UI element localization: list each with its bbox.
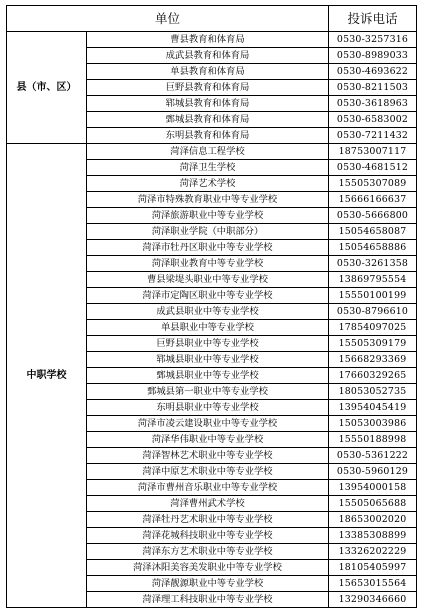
complaint-phone: 15505065688 (329, 496, 417, 512)
unit-name: 菏泽花城科技职业中等专业学校 (87, 528, 329, 544)
category-cell (7, 240, 87, 256)
table-row (7, 112, 417, 128)
header-unit: 单位 (7, 6, 329, 32)
complaint-phone: 13326202229 (329, 544, 417, 560)
unit-name: 郓城县职业中等专业学校 (87, 352, 329, 368)
complaint-phone: 17854097025 (329, 320, 417, 336)
table-row (7, 208, 417, 224)
complaint-phone: 13954045419 (329, 400, 417, 416)
table-body (7, 32, 417, 608)
unit-name: 郓城县教育和体育局 (87, 96, 329, 112)
unit-name: 菏泽沐阳美容美发职业中等专业学校 (87, 560, 329, 576)
table-row (7, 160, 417, 176)
unit-name: 成武县职业中等专业学校 (87, 304, 329, 320)
complaint-phone: 13290346660 (329, 592, 417, 608)
table-row (7, 528, 417, 544)
complaint-phone: 15550100199 (329, 288, 417, 304)
unit-name: 鄄城县第一职业中等专业学校 (87, 384, 329, 400)
complaint-phone: 0530-8796610 (329, 304, 417, 320)
table-row (7, 320, 417, 336)
complaint-phone: 0530-7211432 (329, 128, 417, 144)
table-row (7, 32, 417, 48)
unit-name: 菏泽牡丹艺术职业中等专业学校 (87, 512, 329, 528)
category-cell (7, 592, 87, 608)
complaint-phone: 0530-3257316 (329, 32, 417, 48)
category-cell (7, 64, 87, 80)
table-row (7, 592, 417, 608)
category-cell (7, 112, 87, 128)
unit-name: 曹县教育和体育局 (87, 32, 329, 48)
table-row (7, 352, 417, 368)
unit-name: 菏泽市凌云建设职业中等专业学校 (87, 416, 329, 432)
category-label: 中职学校 (7, 368, 87, 384)
complaint-phone: 0530-5666800 (329, 208, 417, 224)
unit-name: 菏泽中原艺术职业中等专业学校 (87, 464, 329, 480)
category-cell (7, 496, 87, 512)
complaint-phone: 15054658886 (329, 240, 417, 256)
table-row (7, 448, 417, 464)
table-row (7, 464, 417, 480)
table-row (7, 64, 417, 80)
complaint-phone: 0530-8989033 (329, 48, 417, 64)
category-cell (7, 160, 87, 176)
unit-name: 菏泽旅游职业中等专业学校 (87, 208, 329, 224)
unit-name: 菏泽华伟职业中等专业学校 (87, 432, 329, 448)
category-cell (7, 560, 87, 576)
unit-name: 成武县教育和体育局 (87, 48, 329, 64)
category-cell (7, 144, 87, 160)
table-row (7, 304, 417, 320)
unit-name: 菏泽智林艺术职业中等专业学校 (87, 448, 329, 464)
table-row (7, 272, 417, 288)
table-row (7, 176, 417, 192)
category-cell (7, 480, 87, 496)
complaint-phone: 18753007117 (329, 144, 417, 160)
table-row (7, 400, 417, 416)
category-cell (7, 272, 87, 288)
complaint-phone: 0530-4693622 (329, 64, 417, 80)
complaint-phone: 0530-6583002 (329, 112, 417, 128)
unit-name: 菏泽市牡丹区职业中等专业学校 (87, 240, 329, 256)
category-cell (7, 528, 87, 544)
complaint-phone: 13385308899 (329, 528, 417, 544)
category-cell (7, 320, 87, 336)
complaint-phone: 0530-5361222 (329, 448, 417, 464)
header-row (7, 6, 417, 32)
table-row (7, 432, 417, 448)
complaint-phone: 0530-4681512 (329, 160, 417, 176)
table-row (7, 288, 417, 304)
complaint-phone: 13954000158 (329, 480, 417, 496)
category-cell (7, 192, 87, 208)
unit-name: 东明县教育和体育局 (87, 128, 329, 144)
unit-name: 菏泽卫生学校 (87, 160, 329, 176)
category-cell (7, 96, 87, 112)
unit-name: 菏泽信息工程学校 (87, 144, 329, 160)
table-row (7, 368, 417, 384)
unit-name: 菏泽职业教育中等专业学校 (87, 256, 329, 272)
header-phone: 投诉电话 (329, 6, 417, 32)
unit-name: 菏泽理工科技职业中等专业学校 (87, 592, 329, 608)
category-cell (7, 224, 87, 240)
complaint-phone: 15054658087 (329, 224, 417, 240)
unit-name: 菏泽职业学院（中职部分） (87, 224, 329, 240)
category-cell (7, 48, 87, 64)
unit-name: 曹县梁堤头职业中等专业学校 (87, 272, 329, 288)
table-row (7, 416, 417, 432)
complaint-phone-table (6, 5, 417, 608)
category-cell (7, 464, 87, 480)
complaint-phone: 15550188998 (329, 432, 417, 448)
table-row (7, 384, 417, 400)
unit-name: 菏泽东方艺术职业中等专业学校 (87, 544, 329, 560)
table-row (7, 128, 417, 144)
unit-name: 巨野县教育和体育局 (87, 80, 329, 96)
table-row (7, 496, 417, 512)
category-cell (7, 432, 87, 448)
category-cell (7, 576, 87, 592)
category-cell (7, 448, 87, 464)
unit-name: 东明县职业中等专业学校 (87, 400, 329, 416)
table-row (7, 224, 417, 240)
table-row (7, 336, 417, 352)
table-row (7, 576, 417, 592)
complaint-phone: 15053003986 (329, 416, 417, 432)
table-row (7, 480, 417, 496)
complaint-phone: 15666166637 (329, 192, 417, 208)
unit-name: 鄄城县教育和体育局 (87, 112, 329, 128)
complaint-phone: 0530-3261358 (329, 256, 417, 272)
complaint-phone: 0530-8211503 (329, 80, 417, 96)
unit-name: 鄄城县职业中等专业学校 (87, 368, 329, 384)
table-row (7, 144, 417, 160)
complaint-phone: 15668293369 (329, 352, 417, 368)
unit-name: 菏泽曹州武术学校 (87, 496, 329, 512)
category-cell (7, 400, 87, 416)
category-cell (7, 352, 87, 368)
table-row (7, 544, 417, 560)
category-cell (7, 336, 87, 352)
table-row (7, 192, 417, 208)
table-row (7, 96, 417, 112)
category-cell (7, 288, 87, 304)
unit-name: 巨野县职业中等专业学校 (87, 336, 329, 352)
category-cell (7, 304, 87, 320)
unit-name: 菏泽靓源职业中等专业学校 (87, 576, 329, 592)
table-row (7, 256, 417, 272)
unit-name: 菏泽市定陶区职业中等专业学校 (87, 288, 329, 304)
unit-name: 菏泽市特殊教育职业中等专业学校 (87, 192, 329, 208)
complaint-phone: 15653015564 (329, 576, 417, 592)
unit-name: 单县教育和体育局 (87, 64, 329, 80)
complaint-phone: 18653002020 (329, 512, 417, 528)
complaint-phone: 0530-3618963 (329, 96, 417, 112)
complaint-phone: 17660329265 (329, 368, 417, 384)
table-row (7, 48, 417, 64)
complaint-phone: 15505307089 (329, 176, 417, 192)
category-cell (7, 176, 87, 192)
category-cell (7, 512, 87, 528)
unit-name: 菏泽艺术学校 (87, 176, 329, 192)
unit-name: 菏泽市曹州音乐职业中等专业学校 (87, 480, 329, 496)
table-row (7, 240, 417, 256)
category-cell (7, 544, 87, 560)
category-cell (7, 256, 87, 272)
table-row (7, 560, 417, 576)
category-cell (7, 384, 87, 400)
complaint-phone: 13869795554 (329, 272, 417, 288)
category-cell (7, 32, 87, 48)
table-row (7, 80, 417, 96)
table-row (7, 512, 417, 528)
complaint-phone: 18053052735 (329, 384, 417, 400)
unit-name: 单县职业中等专业学校 (87, 320, 329, 336)
category-cell (7, 208, 87, 224)
complaint-phone: 0530-5960129 (329, 464, 417, 480)
category-cell (7, 416, 87, 432)
category-label: 县（市、区） (7, 80, 87, 96)
category-cell (7, 128, 87, 144)
complaint-phone: 15505309179 (329, 336, 417, 352)
complaint-phone: 18105405997 (329, 560, 417, 576)
